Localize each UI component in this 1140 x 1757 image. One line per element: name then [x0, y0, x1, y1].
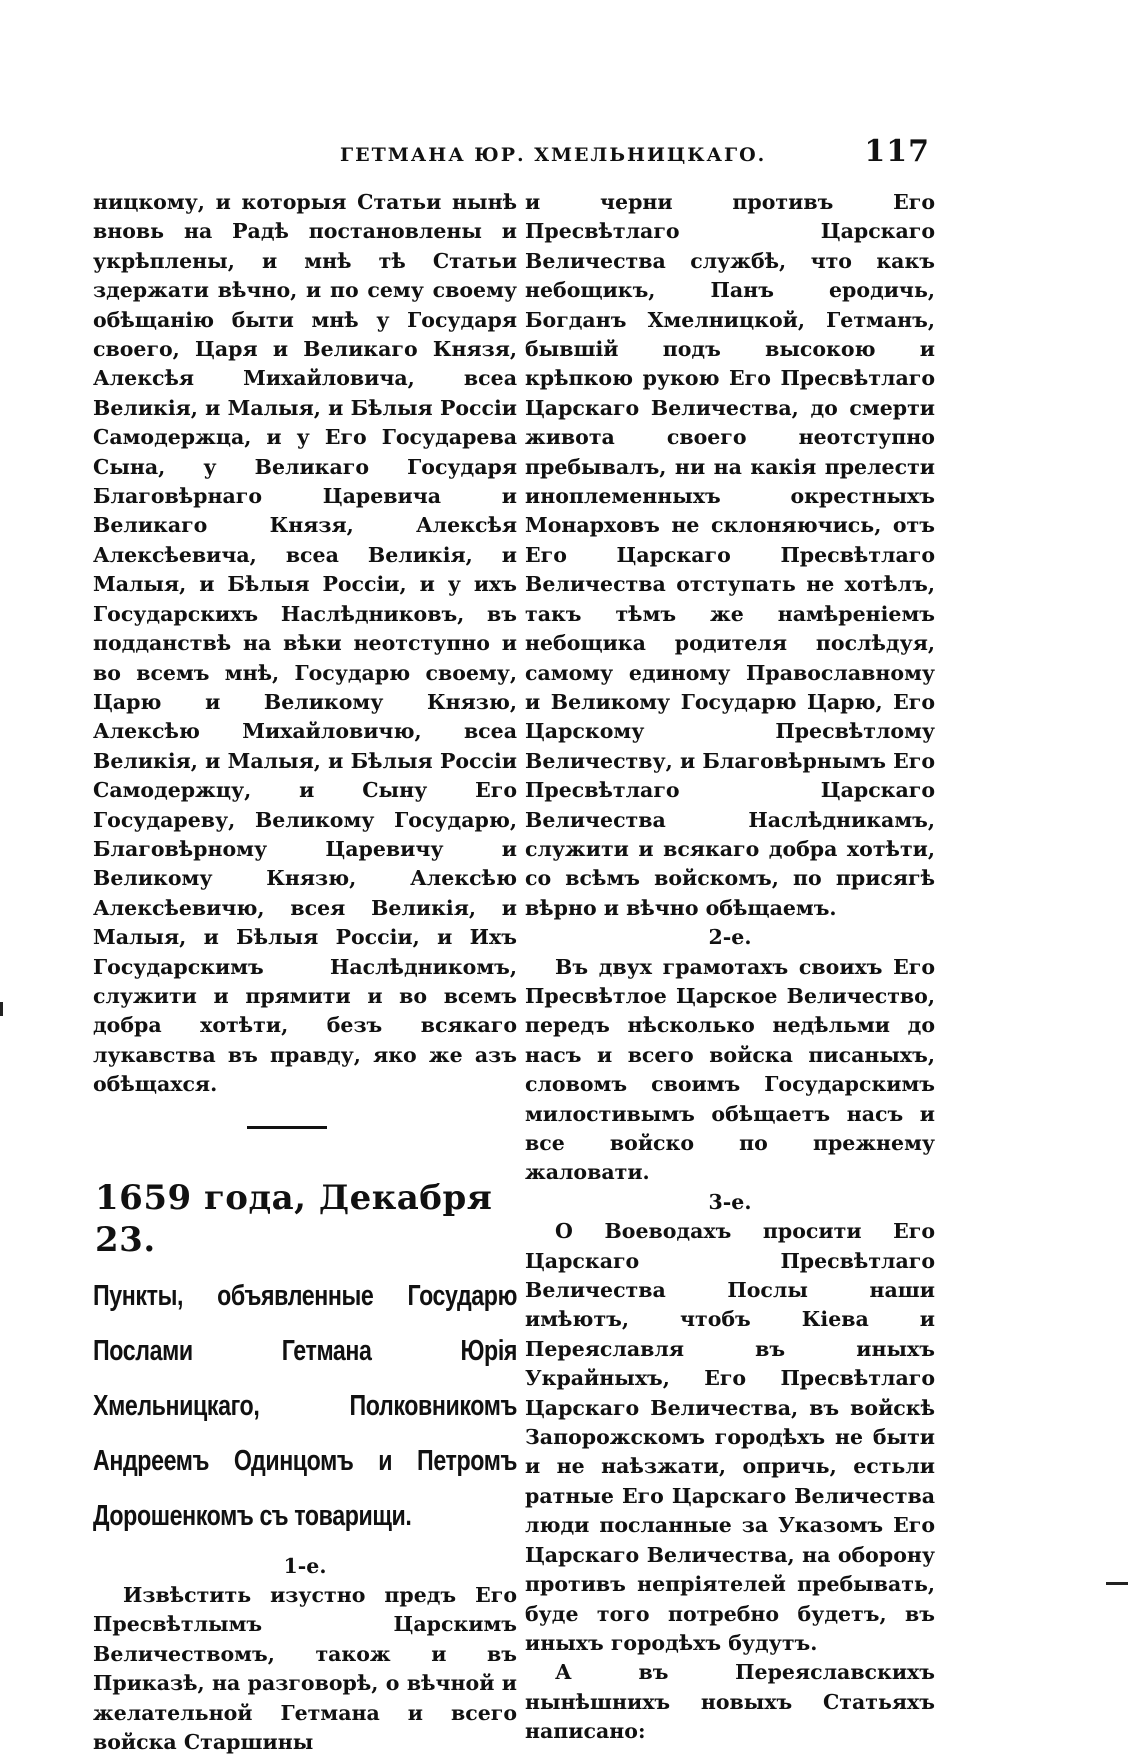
closing-text: А въ Переяславскихъ нынѣшнихъ новыхъ Статьяхъ написано:: [525, 1660, 935, 1744]
document-date-heading: 1659 года, Декабря 23.: [95, 1177, 493, 1260]
section-number-2: 2-е.: [708, 925, 752, 950]
page-number: 117: [864, 134, 930, 169]
section-divider: [247, 1126, 327, 1129]
running-head: [330, 134, 930, 178]
left-paragraph-continued: ницкому, и которыя Статьи нынѣ вновь на Радѣ постановлены и укрѣплены, и мнѣ тѣ Статьи здержати вѣчно, и по сему своему обѣщанію быти мнѣ у Государя своего, Царя и Великаго Князя, Алексѣя Михайловича, всеа Великія, и Малыя, и Бѣлыя Россіи Самодержца, и у Его Государева Сына, у Великаго Государя Благовѣрнаго Царевича и Великаго Князя, Алексѣя Алексѣевича, всеа Великія, и Малыя, и Бѣлыя Россіи, и у ихъ Государскихъ Наслѣдниковъ, въ подданствѣ на вѣки неотступно и во всемъ мнѣ, Государю своему, Царю и Великому Князю, Алексѣю Михайловичю, всеа Великія, и Малыя, и Бѣлыя Россіи Самодержцу, и Сыну Его Государеву, Великому Государю, Благовѣрному Царевичу и Великому Князю, Алексѣю Алексѣевичю, всея Великія, и Малыя, и Бѣлыя Россіи, и Ихъ Государскимъ Наслѣдникомъ, служити и прямити и во всемъ добра хотѣти, безъ всякаго лукавства въ правду, яко же азъ обѣщахся.: [93, 190, 517, 1097]
section-number-3: 3-е.: [708, 1189, 752, 1214]
section-number-1: 1-е.: [283, 1553, 327, 1578]
right-column: [525, 188, 935, 1747]
section-2-text: Въ двух грамотахъ своихъ Его Пресвѣтлое Царское Величество, передъ нѣсколько недѣльми до насъ и всего войска писаныхъ, словомъ своимъ Государскимъ милостивымъ обѣщаетъ насъ и все войско по прежнему жаловати.: [525, 954, 935, 1185]
section-1-text: Извѣстить изустно предъ Его Пресвѣтлымъ Царскимъ Величествомъ, також и въ Приказѣ, на разговорѣ, о вѣчной и желательной Гетмана и всего войска Старшины: [93, 1583, 517, 1755]
left-column: [93, 188, 517, 1757]
scan-mark: [1106, 1582, 1128, 1585]
running-head-title: ГЕТМАНА ЮР. ХМЕЛЬНИЦКАГО.: [340, 144, 767, 166]
document-title: Пункты, объявленные Государю Послами Гетмана Юрія Хмельницкаго, Полковникомъ Андреемъ Одинцомъ и Петромъ Дорошенкомъ съ товарищи.: [93, 1279, 517, 1532]
margin-mark: [0, 1002, 3, 1016]
section-3-text: О Воеводахъ просити Его Царскаго Пресвѣтлаго Величества Послы наши имѣютъ, чтобъ Кіева и Переяславля въ иныхъ Украйныхъ, Его Пресвѣтлаго Царскаго Величества, въ войскѣ Запорожскомъ городѣхъ не быти и не наѣзжати, опричь, естьли ратные Его Царскаго Величества люди посланные за Указомъ Его Царскаго Величества, на оборону противъ непріятелей пребывать, буде того потребно будетъ, въ иныхъ городѣхъ будутъ.: [525, 1219, 935, 1655]
right-paragraph-continued: и черни противъ Его Пресвѣтлаго Царскаго Величества службѣ, что какъ небощикъ, Панъ еродичь, Богданъ Хмелницкой, Гетманъ, бывшій подъ высокою и крѣпкою рукою Его Пресвѣтлаго Царскаго Величества, до смерти живота своего неотступно пребывалъ, ни на какія прелести иноплеменныхъ окрестныхъ Монарховъ не склоняючись, отъ Его Царскаго Пресвѣтлаго Величества отступать не хотѣлъ, такъ тѣмъ же намѣреніемъ небощика родителя послѣдуя, самому единому Православному и Великому Государю Царю, Его Царскому Пресвѣтлому Величеству, и Благовѣрнымъ Его Пресвѣтлаго Царскаго Величества Наслѣдникамъ, служити и всякаго добра хотѣти, со всѣмъ войскомъ, по присягѣ вѣрно и вѣчно обѣщаемъ.: [525, 190, 935, 920]
